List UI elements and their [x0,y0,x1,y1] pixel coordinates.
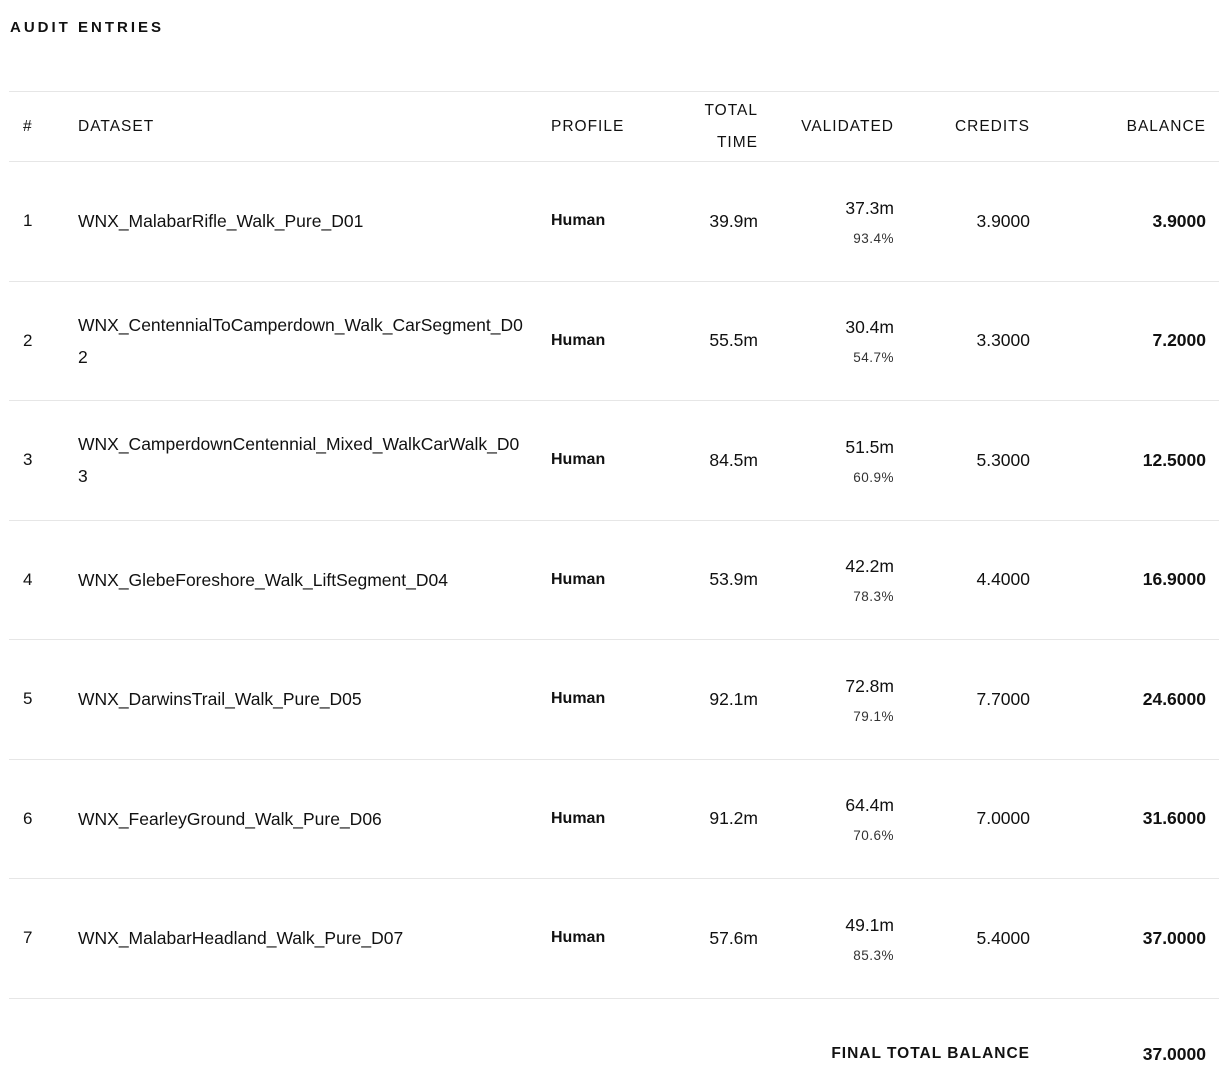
row-validated-percent: 60.9% [853,469,894,485]
row-validated-percent: 54.7% [853,350,894,366]
row-balance: 16.9000 [1142,569,1206,590]
row-validated-percent: 70.6% [853,828,894,844]
header-total-time-line2: TIME [716,133,758,151]
table-row [9,759,1219,879]
row-profile: Human [551,690,606,708]
header-credits: CREDITS [954,117,1030,135]
row-credits: 3.3000 [976,330,1030,351]
row-validated-percent: 78.3% [853,589,894,605]
row-dataset: WNX_MalabarRifle_Walk_Pure_D01 [78,211,364,232]
table-row [9,161,1219,281]
row-number: 1 [23,211,33,231]
header-validated: VALIDATED [801,117,894,135]
header-total-time [638,92,758,161]
row-balance: 3.9000 [1152,210,1206,231]
row-dataset: WNX_DarwinsTrail_Walk_Pure_D05 [78,689,362,710]
final-total-value: 37.0000 [1142,1043,1206,1064]
row-total-time: 84.5m [709,449,758,470]
row-dataset: WNX_MalabarHeadland_Walk_Pure_D07 [78,928,404,949]
table-row [9,281,1219,401]
row-balance: 12.5000 [1142,449,1206,470]
header-balance: BALANCE [1126,117,1206,135]
row-total-time: 53.9m [709,569,758,590]
row-validated-percent: 93.4% [853,230,894,246]
table-footer [9,998,1219,1080]
row-profile: Human [551,331,606,349]
row-profile: Human [551,929,606,947]
table-body [9,161,1219,998]
row-validated-percent: 79.1% [853,708,894,724]
row-total-time: 91.2m [709,808,758,829]
row-balance: 24.6000 [1142,688,1206,709]
row-total-time: 92.1m [709,688,758,709]
header-profile: PROFILE [551,117,625,135]
row-credits: 3.9000 [976,210,1030,231]
row-credits: 5.3000 [976,449,1030,470]
row-number: 4 [23,569,33,589]
row-validated: 72.8m [845,675,894,696]
row-dataset: WNX_CentennialToCamperdown_Walk_CarSegment_D02 [78,314,523,367]
row-number: 3 [23,450,33,470]
header-num: # [23,117,33,135]
final-total-label: FINAL TOTAL BALANCE [831,1044,1030,1062]
section-title: AUDIT ENTRIES [10,19,165,36]
row-credits: 7.0000 [976,808,1030,829]
row-validated: 37.3m [845,197,894,218]
row-credits: 7.7000 [976,688,1030,709]
row-validated: 30.4m [845,317,894,338]
table-header [9,91,1219,161]
row-validated: 51.5m [845,436,894,457]
row-number: 5 [23,689,33,709]
header-dataset: DATASET [78,117,155,135]
table-row [9,520,1219,640]
row-profile: Human [551,451,606,469]
row-balance: 7.2000 [1152,330,1206,351]
row-validated-percent: 85.3% [853,947,894,963]
row-dataset: WNX_GlebeForeshore_Walk_LiftSegment_D04 [78,569,448,590]
header-total-time-line1: TOTAL [704,101,758,119]
row-number: 2 [23,330,33,350]
row-profile: Human [551,570,606,588]
row-dataset: WNX_FearleyGround_Walk_Pure_D06 [78,808,382,829]
audit-table [9,91,1219,1080]
table-row [9,878,1219,998]
row-credits: 4.4000 [976,569,1030,590]
row-balance: 31.6000 [1142,808,1206,829]
row-validated: 64.4m [845,795,894,816]
row-total-time: 39.9m [709,210,758,231]
row-total-time: 55.5m [709,330,758,351]
row-number: 7 [23,928,33,948]
row-profile: Human [551,809,606,827]
table-row [9,400,1219,520]
row-credits: 5.4000 [976,927,1030,948]
row-profile: Human [551,212,606,230]
row-total-time: 57.6m [709,927,758,948]
row-balance: 37.0000 [1142,927,1206,948]
row-dataset: WNX_CamperdownCentennial_Mixed_WalkCarWalk_D03 [78,434,520,487]
row-validated: 49.1m [845,914,894,935]
table-row [9,639,1219,759]
row-number: 6 [23,808,33,828]
row-validated: 42.2m [845,556,894,577]
